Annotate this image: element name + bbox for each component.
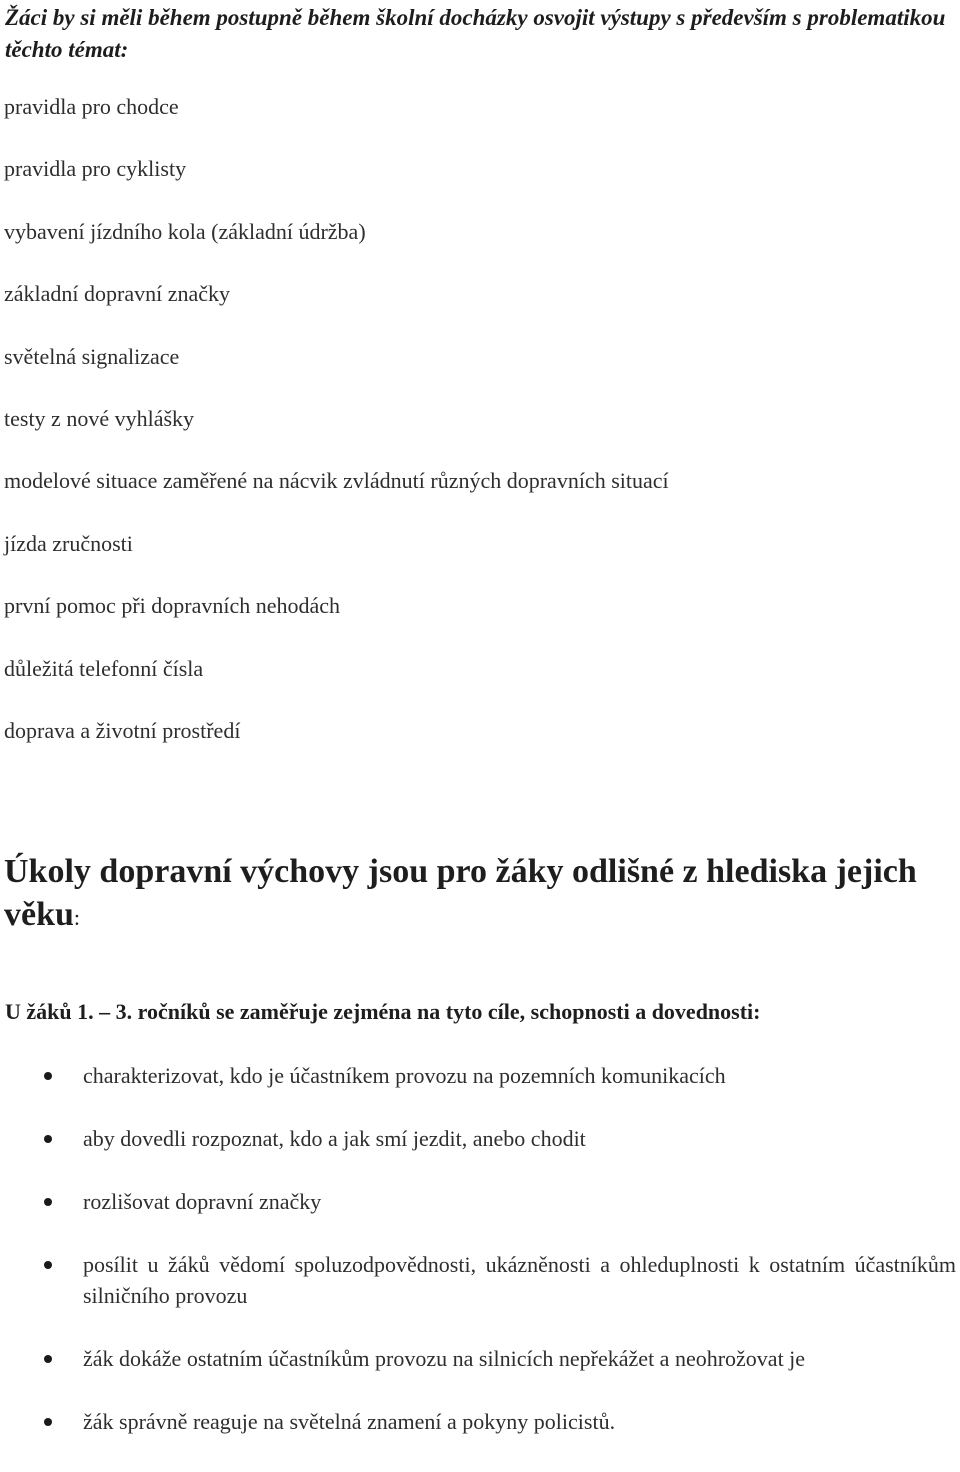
topic-item: světelná signalizace xyxy=(4,343,180,369)
topic-item: základní dopravní značky xyxy=(4,281,231,307)
topic-item: důležitá telefonní čísla xyxy=(4,655,204,681)
goal-item xyxy=(0,1249,960,1311)
topic-item: testy z nové vyhlášky xyxy=(4,405,195,431)
topic-item: doprava a životní prostředí xyxy=(4,717,241,743)
goal-item xyxy=(0,1406,960,1437)
topic-item: první pomoc při dopravních nehodách xyxy=(4,593,341,619)
topics-list xyxy=(4,91,669,777)
bullet-icon xyxy=(44,1198,52,1206)
bullet-icon xyxy=(44,1261,52,1269)
topic-item: vybavení jízdního kola (základní údržba) xyxy=(4,218,366,244)
goal-text: rozlišovat dopravní značky xyxy=(83,1189,322,1214)
goal-item xyxy=(0,1186,960,1217)
grade-subheading: U žáků 1. – 3. ročníků se zaměřuje zejména na tyto cíle, schopnosti a dovednosti: xyxy=(5,999,761,1024)
bullet-icon xyxy=(44,1355,52,1363)
section-heading-colon: : xyxy=(73,905,81,930)
topic-item: pravidla pro chodce xyxy=(4,94,179,119)
goal-item xyxy=(0,1343,960,1374)
bullet-icon xyxy=(44,1418,52,1426)
section-heading xyxy=(4,850,934,939)
intro-paragraph: Žáci by si měli během postupně během školní docházky osvojit výstupy s především s problematikou těchto témat: xyxy=(5,5,946,62)
bullet-icon xyxy=(44,1072,52,1080)
topic-item: pravidla pro cyklisty xyxy=(4,156,187,182)
goal-text: posílit u žáků vědomí spoluzodpovědnosti, ukázněnosti a ohleduplnosti k ostatním účastníkům silničního provozu xyxy=(83,1252,956,1308)
goal-text: charakterizovat, kdo je účastníkem provozu na pozemních komunikacích xyxy=(83,1063,726,1088)
topic-item: jízda zručnosti xyxy=(4,530,133,556)
topic-item: modelové situace zaměřené na nácvik zvládnutí různých dopravních situací xyxy=(4,468,669,494)
goal-text: žák správně reaguje na světelná znamení a pokyny policistů. xyxy=(83,1409,616,1434)
bullet-icon xyxy=(44,1135,52,1143)
goal-text: aby dovedli rozpoznat, kdo a jak smí jezdit, anebo chodit xyxy=(83,1126,586,1151)
goal-text: žák dokáže ostatním účastníkům provozu na silnicích nepřekážet a neohrožovat je xyxy=(83,1346,806,1371)
section-heading-text: Úkoly dopravní výchovy jsou pro žáky odlišné z hlediska jejich věku xyxy=(4,853,917,933)
goal-item xyxy=(0,1123,960,1154)
goals-list xyxy=(0,1060,960,1437)
goal-item xyxy=(0,1060,960,1091)
